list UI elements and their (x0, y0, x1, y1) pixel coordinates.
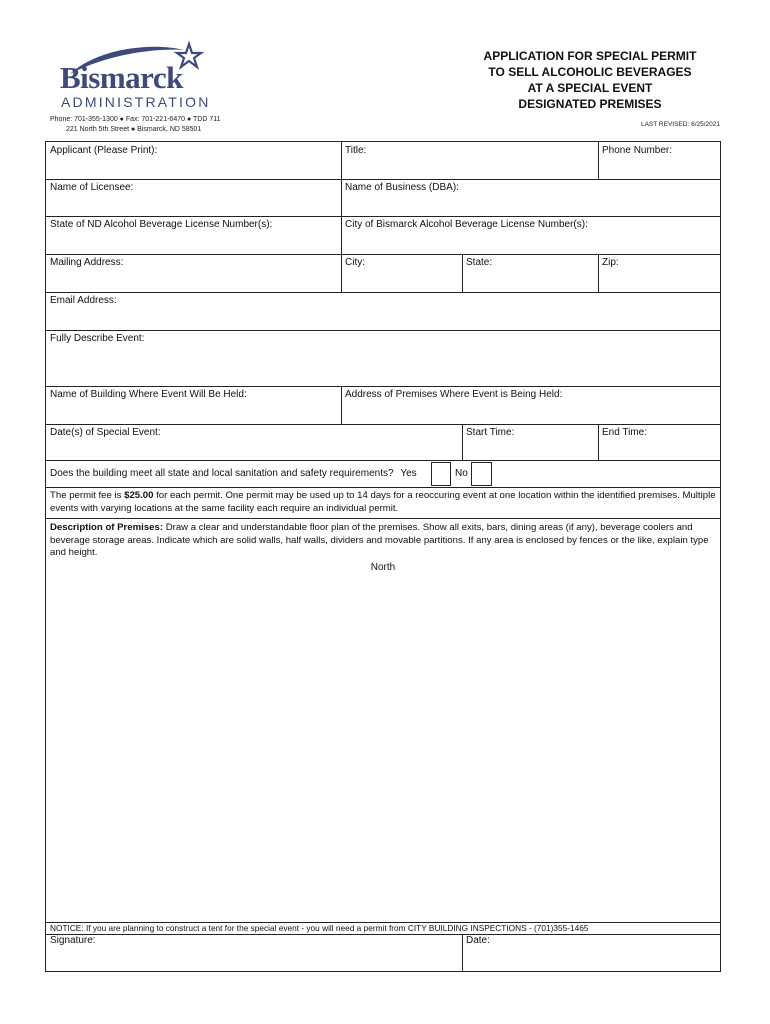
sanitation-question: Does the building meet all state and local sanitation and safety requirements? (50, 468, 394, 479)
tent-notice: NOTICE: If you are planning to construct a tent for the special event - you will need a permit from CITY BUILDING INSPECTIONS - (701)355-1465 (50, 923, 589, 933)
email-label: Email Address: (50, 295, 117, 306)
end-time-field[interactable] (598, 424, 720, 460)
signature-label: Signature: (50, 935, 96, 946)
permit-fee-text (46, 490, 720, 515)
application-form (45, 141, 721, 972)
yes-label: Yes (400, 468, 417, 479)
no-label: No (455, 468, 468, 479)
form-title (440, 48, 740, 112)
event-dates-label: Date(s) of Special Event: (50, 427, 161, 438)
logo-wordmark: Bismarck (60, 60, 183, 95)
signature-field[interactable] (46, 934, 462, 971)
start-time-label: Start Time: (466, 427, 515, 438)
sanitation-row (46, 460, 720, 487)
title-field[interactable] (341, 142, 598, 179)
business-field[interactable] (341, 179, 720, 216)
no-checkbox[interactable] (471, 462, 492, 486)
zip-label: Zip: (602, 257, 619, 268)
phone-field[interactable] (598, 142, 720, 179)
city-license-field[interactable] (341, 216, 720, 254)
zip-field[interactable] (598, 254, 720, 292)
state-field[interactable] (462, 254, 598, 292)
city-field[interactable] (341, 254, 462, 292)
premises-address-label: Address of Premises Where Event is Being Held: (345, 389, 563, 400)
state-label: State: (466, 257, 493, 268)
contact-phone-line: Phone: 701-355-1300 ● Fax: 701-221-6470 ● TDD 711 (50, 116, 221, 123)
north-indicator: North (370, 562, 396, 573)
title-label: Title: (345, 145, 367, 156)
licensee-field[interactable] (46, 179, 341, 216)
title-line: APPLICATION FOR SPECIAL PERMIT (483, 49, 697, 63)
end-time-label: End Time: (602, 427, 648, 438)
title-line: TO SELL ALCOHOLIC BEVERAGES (488, 65, 692, 79)
email-field[interactable] (46, 292, 720, 330)
contact-address-line: 221 North 5th Street ● Bismarck, ND 58501 (66, 126, 202, 133)
licensee-label: Name of Licensee: (50, 182, 134, 193)
date-field[interactable] (462, 934, 720, 971)
describe-event-label: Fully Describe Event: (50, 333, 145, 344)
floor-plan-drawing-area[interactable] (48, 578, 718, 918)
start-time-field[interactable] (462, 424, 598, 460)
describe-event-field[interactable] (46, 330, 720, 386)
event-dates-field[interactable] (46, 424, 462, 460)
no-label-cell (451, 460, 471, 487)
building-name-label: Name of Building Where Event Will Be Held: (50, 389, 247, 400)
last-revised: LAST REVISED: 6/25/2021 (640, 121, 720, 128)
business-label: Name of Business (DBA): (345, 182, 459, 193)
mailing-address-label: Mailing Address: (50, 257, 124, 268)
premises-instructions: Draw a clear and understandable floor plan of the premises. Show all exits, bars, dining areas (if any), beverage coolers and beverage storage areas. Indicate which are solid walls, half walls, dividers and movable partitions. If any area is enclosed by fences or the like, explain type and height. (50, 522, 709, 558)
date-label: Date: (466, 935, 490, 946)
fee-text-post: for each permit. One permit may be used up to 14 days for a reoccuring event at one location within the identified premises. Multiple events with varying locations at the same facility each require an individual permit. (50, 490, 716, 514)
mailing-address-field[interactable] (46, 254, 341, 292)
state-license-label: State of ND Alcohol Beverage License Number(s): (50, 219, 273, 230)
logo-subtitle: ADMINISTRATION (61, 94, 211, 110)
premises-address-field[interactable] (341, 386, 720, 424)
premises-label: Description of Premises: (50, 522, 164, 533)
city-label: City: (345, 257, 365, 268)
applicant-field[interactable] (46, 142, 341, 179)
title-line: DESIGNATED PREMISES (518, 97, 662, 111)
fee-amount: $25.00 (124, 490, 154, 501)
building-name-field[interactable] (46, 386, 341, 424)
state-license-field[interactable] (46, 216, 341, 254)
yes-checkbox[interactable] (431, 462, 451, 486)
fee-text-pre: The permit fee is (50, 490, 125, 501)
phone-label: Phone Number: (602, 145, 673, 156)
premises-description (46, 522, 720, 560)
city-license-label: City of Bismarck Alcohol Beverage License Number(s): (345, 219, 588, 230)
applicant-label: Applicant (Please Print): (50, 145, 158, 156)
title-line: AT A SPECIAL EVENT (527, 81, 653, 95)
